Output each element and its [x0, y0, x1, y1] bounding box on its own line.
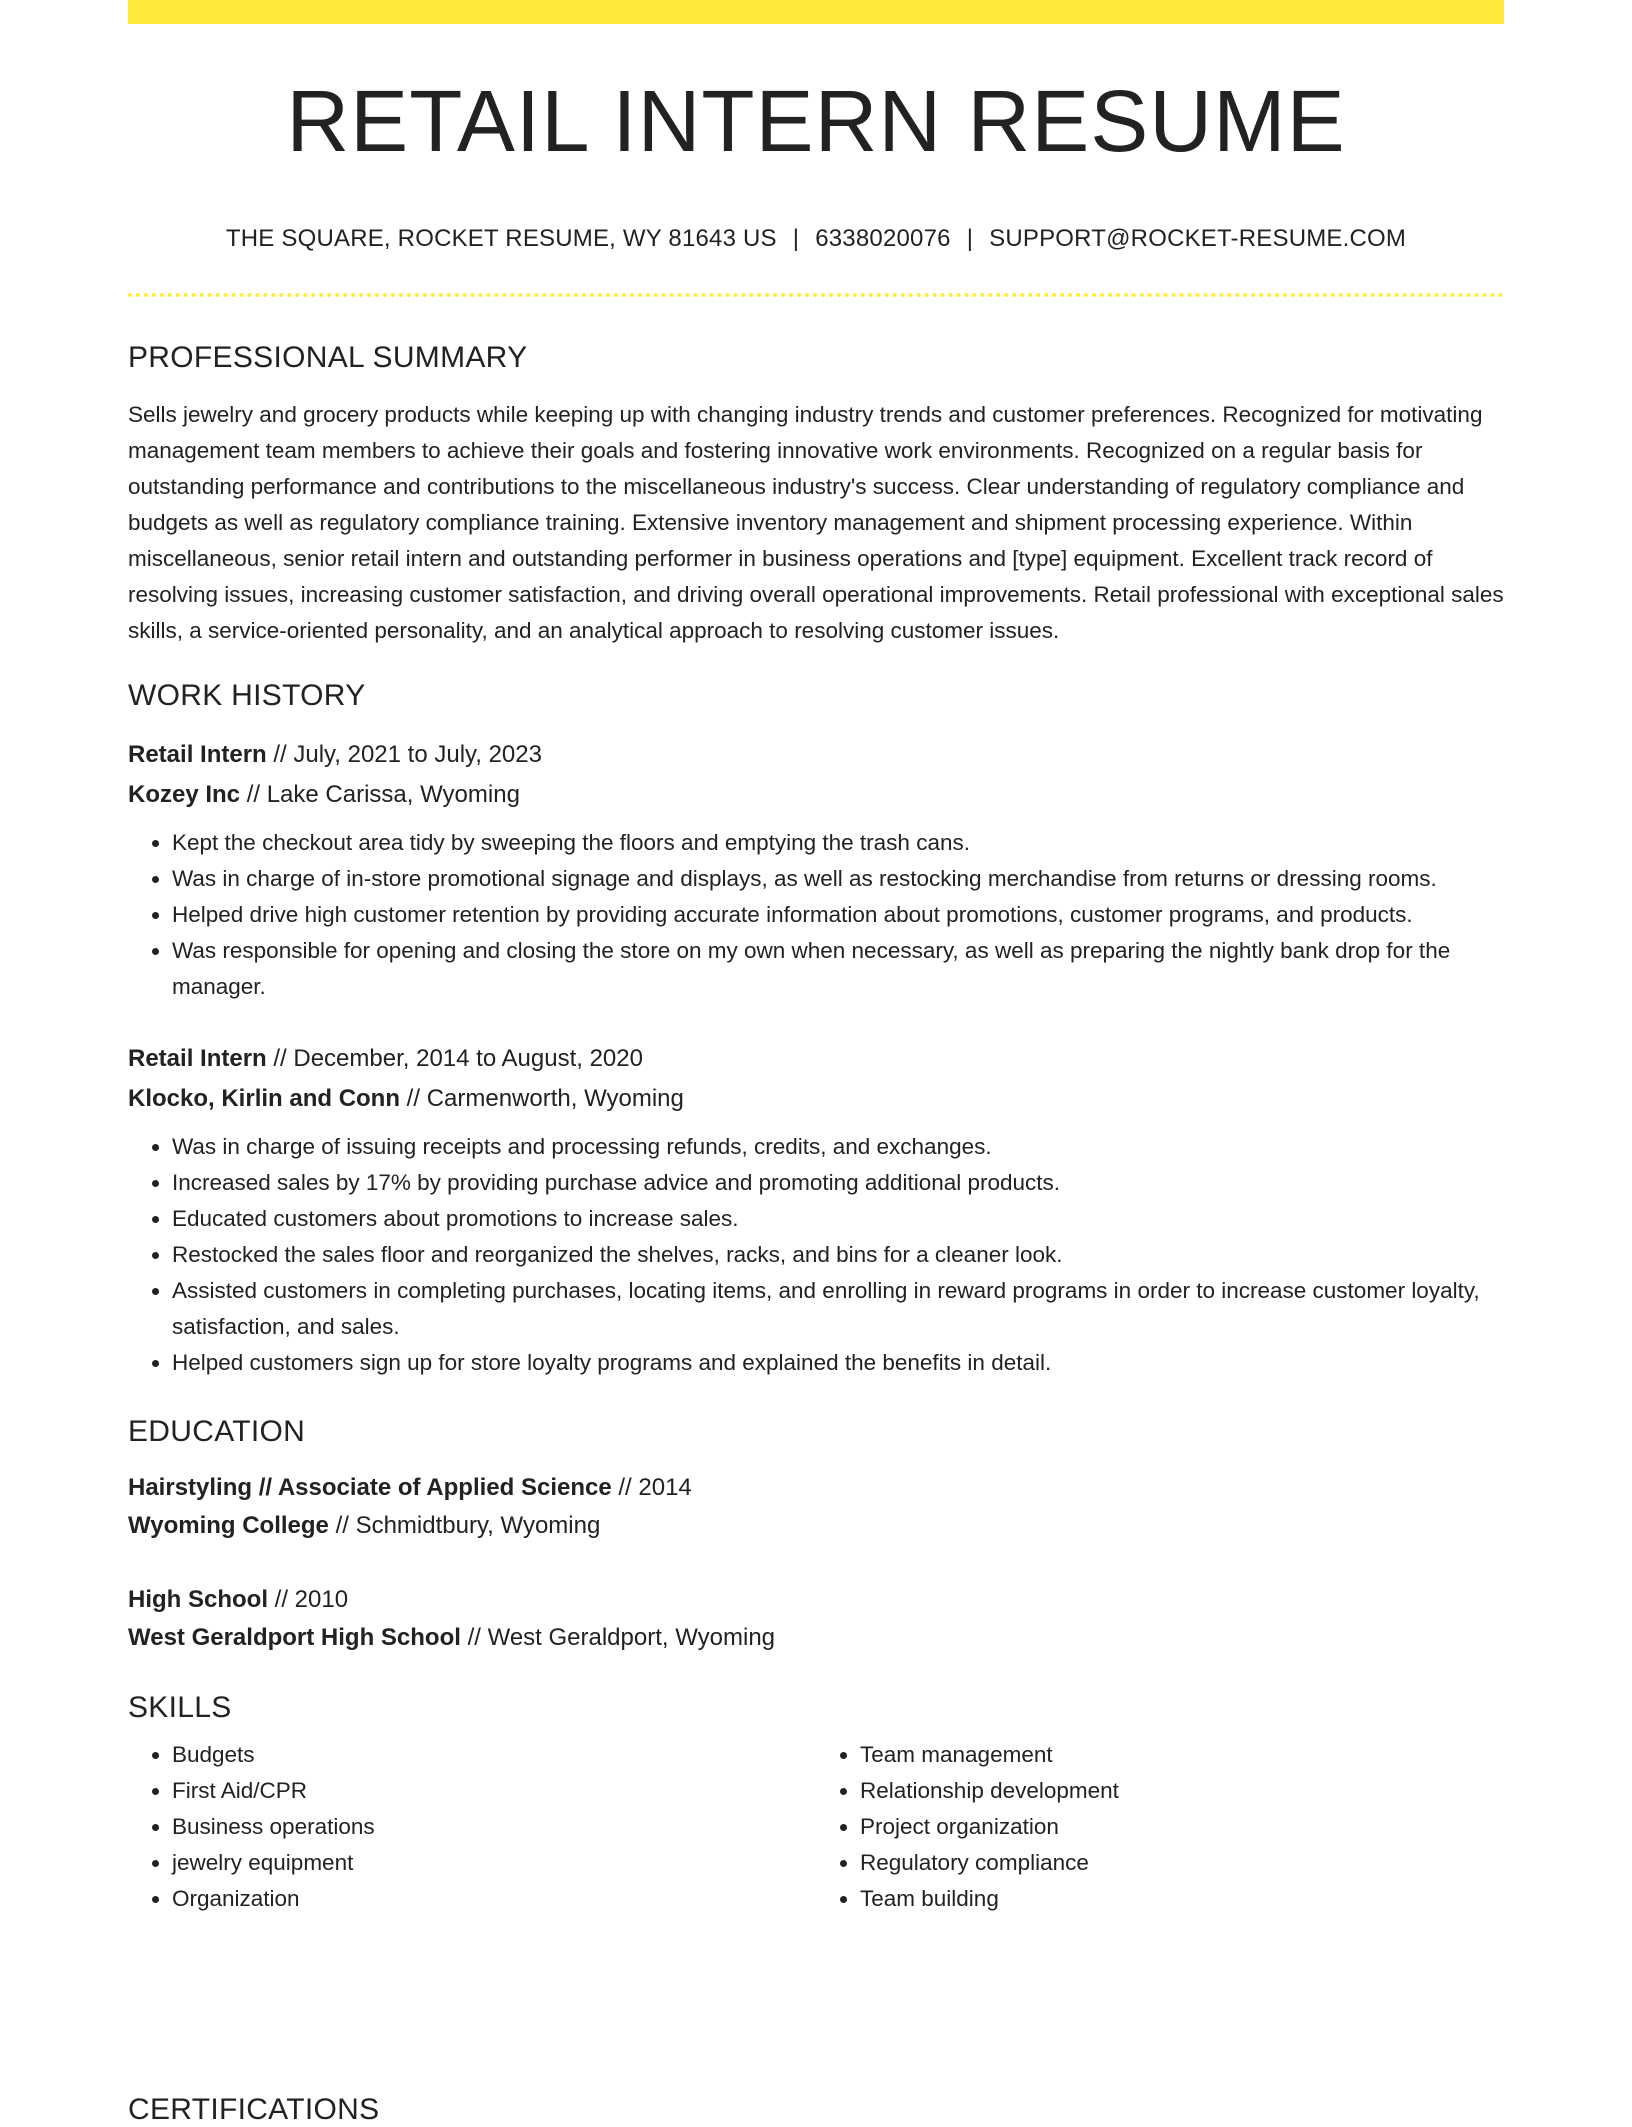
education-school: Wyoming College [128, 1512, 329, 1539]
list-item: • Helped customers sign up for store loyalty programs and explained the benefits in detail. [172, 1345, 1504, 1381]
list-item: • Project organization [860, 1809, 1504, 1845]
list-item: • Was in charge of issuing receipts and processing refunds, credits, and exchanges. [172, 1129, 1504, 1165]
education-degree-line [128, 1469, 1504, 1507]
job-entry [128, 1039, 1504, 1381]
resume-title: RETAIL INTERN RESUME [286, 73, 1346, 170]
list-item: • Helped drive high customer retention by providing accurate information about promotions, customer programs, and products. [172, 897, 1504, 933]
summary-heading: PROFESSIONAL SUMMARY [128, 341, 528, 374]
education-degree: Hairstyling // Associate of Applied Science [128, 1474, 612, 1501]
skills-heading: SKILLS [128, 1691, 232, 1724]
list-item: • Assisted customers in completing purchases, locating items, and enrolling in reward programs in order to increase customer loyalty, satisfaction, and sales. [172, 1273, 1504, 1345]
accent-top-bar [128, 0, 1504, 24]
job-location: // Carmenworth, Wyoming [400, 1085, 684, 1112]
education-school: West Geraldport High School [128, 1624, 461, 1651]
education-degree-line [128, 1581, 1504, 1619]
education-section [128, 1415, 1504, 1657]
list-item: • Regulatory compliance [860, 1845, 1504, 1881]
list-item: • Was responsible for opening and closing the store on my own when necessary, as well as preparing the nightly bank drop for the manager. [172, 933, 1504, 1005]
skills-columns [128, 1737, 1504, 1917]
education-location: // West Geraldport, Wyoming [460, 1624, 776, 1651]
list-item: • First Aid/CPR [172, 1773, 816, 1809]
work-history-heading: WORK HISTORY [128, 679, 366, 712]
education-school-line [128, 1619, 1504, 1657]
job-bullets [128, 1129, 1504, 1381]
contact-address: THE SQUARE, ROCKET RESUME, WY 81643 US [225, 225, 777, 252]
list-item: • jewelry equipment [172, 1845, 816, 1881]
contact-phone: 6338020076 [815, 225, 951, 252]
job-company: Kozey Inc [128, 781, 241, 808]
contact-separator: | [966, 225, 974, 252]
job-title-line [128, 1039, 1504, 1079]
skills-section [128, 1691, 1504, 1917]
education-entry [128, 1469, 1504, 1545]
contact-separator: | [792, 225, 800, 252]
skills-list-right [816, 1737, 1504, 1917]
list-item: • Budgets [172, 1737, 816, 1773]
education-school-line [128, 1507, 1504, 1545]
list-item: • Organization [172, 1881, 816, 1917]
list-item: • Kept the checkout area tidy by sweeping the floors and emptying the trash cans. [172, 825, 1504, 861]
education-location: // Schmidtbury, Wyoming [328, 1512, 601, 1539]
list-item: • Relationship development [860, 1773, 1504, 1809]
resume-page [128, 0, 1504, 2126]
work-history-section [128, 679, 1504, 1381]
summary-section [128, 341, 1504, 649]
list-item: • Was in charge of in-store promotional signage and displays, as well as restocking merchandise from returns or dressing rooms. [172, 861, 1504, 897]
dotted-divider [128, 293, 1504, 297]
list-item: • Increased sales by 17% by providing purchase advice and promoting additional products. [172, 1165, 1504, 1201]
education-entry [128, 1581, 1504, 1657]
job-bullets [128, 825, 1504, 1005]
job-dates: // July, 2021 to July, 2023 [266, 741, 542, 768]
education-year: // 2014 [611, 1474, 692, 1501]
contact-email: SUPPORT@ROCKET-RESUME.COM [989, 225, 1407, 252]
list-item: • Team building [860, 1881, 1504, 1917]
contact-line [128, 225, 1504, 253]
list-item: • Restocked the sales floor and reorganized the shelves, racks, and bins for a cleaner look. [172, 1237, 1504, 1273]
job-company-line [128, 1079, 1504, 1119]
job-company-line [128, 775, 1504, 815]
job-dates: // December, 2014 to August, 2020 [266, 1045, 643, 1072]
job-title: Retail Intern [128, 741, 267, 768]
job-location: // Lake Carissa, Wyoming [240, 781, 520, 808]
job-company: Klocko, Kirlin and Conn [128, 1085, 401, 1112]
list-item: • Team management [860, 1737, 1504, 1773]
job-title-line [128, 735, 1504, 775]
job-entry [128, 735, 1504, 1005]
job-title: Retail Intern [128, 1045, 267, 1072]
skills-list-left [128, 1737, 816, 1917]
education-degree: High School [128, 1586, 268, 1613]
certifications-heading: CERTIFICATIONS [128, 2093, 380, 2126]
education-year: // 2010 [268, 1586, 349, 1613]
list-item: • Business operations [172, 1809, 816, 1845]
education-heading: EDUCATION [128, 1415, 306, 1448]
summary-text: Sells jewelry and grocery products while keeping up with changing industry trends and customer preferences. Recognized for motivating management team members to achieve their goals and fostering innovative work environments. Recognized on a regular basis for outstanding performance and contributions to the miscellaneous industry's success. Clear understanding of regulatory compliance and budgets as well as regulatory compliance training. Extensive inventory management and shipment processing experience. Within miscellaneous, senior retail intern and outstanding performer in business operations and [type] equipment. Excellent track record of resolving issues, increasing customer satisfaction, and driving overall operational improvements. Retail professional with exceptional sales skills, a service-oriented personality, and an analytical approach to resolving customer issues. [128, 402, 1504, 643]
list-item: • Educated customers about promotions to increase sales. [172, 1201, 1504, 1237]
